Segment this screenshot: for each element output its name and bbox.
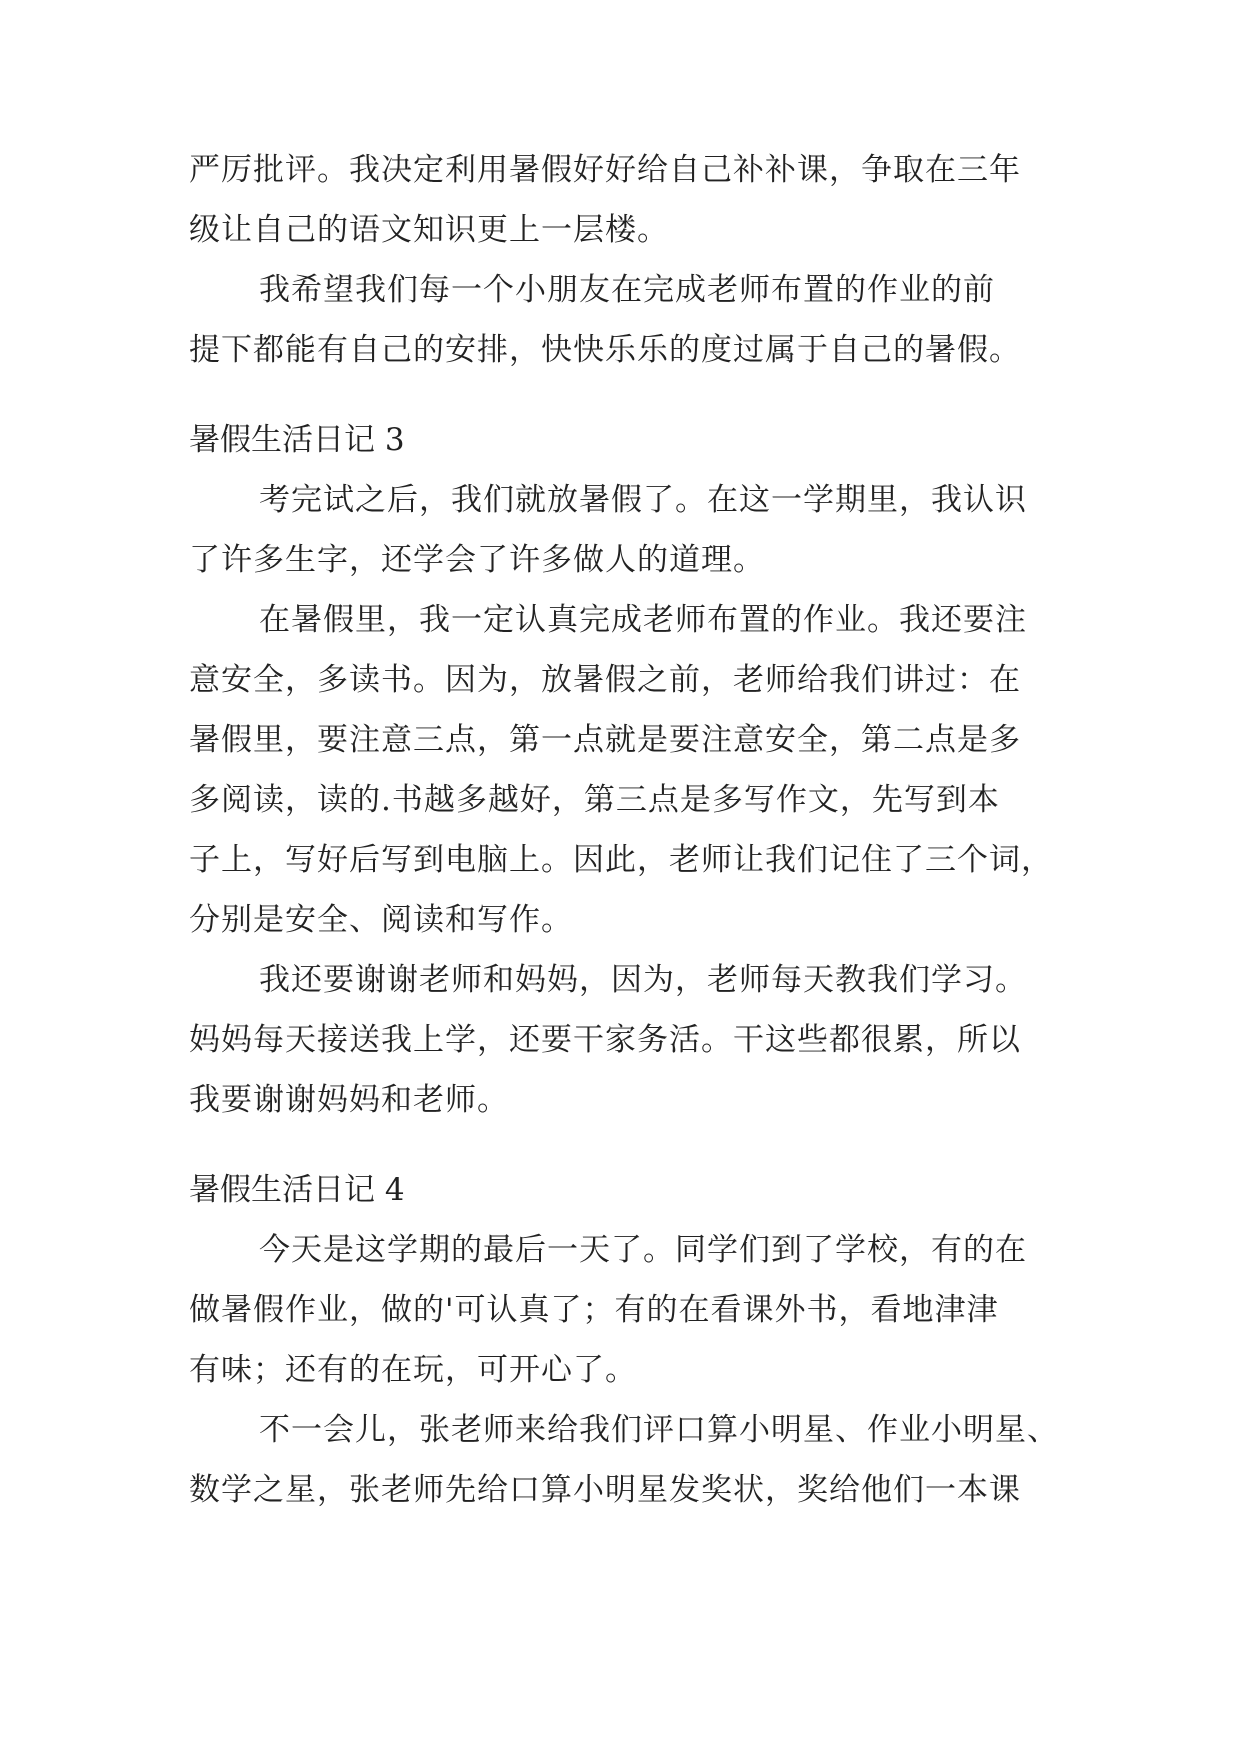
paragraph [189, 1400, 1059, 1520]
section-gap [189, 380, 1049, 410]
text-line: 暑假里，要注意三点，第一点就是要注意安全，第二点是多 [189, 722, 1021, 758]
text-line: 分别是安全、阅读和写作。 [189, 902, 573, 938]
paragraph-wish [189, 260, 1049, 380]
text-line: 有味；还有的在玩，可开心了。 [189, 1352, 637, 1388]
paragraph [189, 950, 1049, 1130]
section-title: 暑假生活日记 3 [189, 422, 405, 458]
section-diary-4 [189, 1160, 1059, 1520]
text-line: 多阅读，读的.书越多越好，第三点是多写作文，先写到本 [189, 782, 1000, 818]
paragraph [189, 590, 1053, 950]
text-line: 做暑假作业，做的'可认真了；有的在看课外书，看地津津 [189, 1292, 999, 1328]
text-line: 在暑假里，我一定认真完成老师布置的作业。我还要注 [259, 602, 1027, 638]
text-line: 我要谢谢妈妈和老师。 [189, 1082, 509, 1118]
paragraph [189, 1220, 1049, 1400]
text-line: 严厉批评。我决定利用暑假好好给自己补补课，争取在三年 [189, 152, 1021, 188]
text-line: 考完试之后，我们就放暑假了。在这一学期里，我认识 [259, 482, 1027, 518]
text-line: 今天是这学期的最后一天了。同学们到了学校，有的在 [259, 1232, 1027, 1268]
text-line: 数学之星，张老师先给口算小明星发奖状，奖给他们一本课 [189, 1472, 1021, 1508]
text-line: 提下都能有自己的安排，快快乐乐的度过属于自己的暑假。 [189, 332, 1021, 368]
section-title: 暑假生活日记 4 [189, 1172, 405, 1208]
text-line: 级让自己的语文知识更上一层楼。 [189, 212, 669, 248]
text-line: 了许多生字，还学会了许多做人的道理。 [189, 542, 765, 578]
paragraph [189, 470, 1049, 590]
section-gap [189, 1130, 1049, 1160]
section-diary-3 [189, 410, 1053, 1130]
text-line: 我还要谢谢老师和妈妈，因为，老师每天教我们学习。 [259, 962, 1027, 998]
text-line: 不一会儿，张老师来给我们评口算小明星、作业小明星、 [259, 1412, 1059, 1448]
paragraph-continued [189, 140, 1049, 260]
document-body [189, 140, 1059, 1520]
text-line: 子上，写好后写到电脑上。因此，老师让我们记住了三个词， [189, 842, 1053, 878]
text-line: 意安全，多读书。因为，放暑假之前，老师给我们讲过：在 [189, 662, 1021, 698]
text-line: 妈妈每天接送我上学，还要干家务活。干这些都很累，所以 [189, 1022, 1021, 1058]
text-line: 我希望我们每一个小朋友在完成老师布置的作业的前 [259, 272, 995, 308]
